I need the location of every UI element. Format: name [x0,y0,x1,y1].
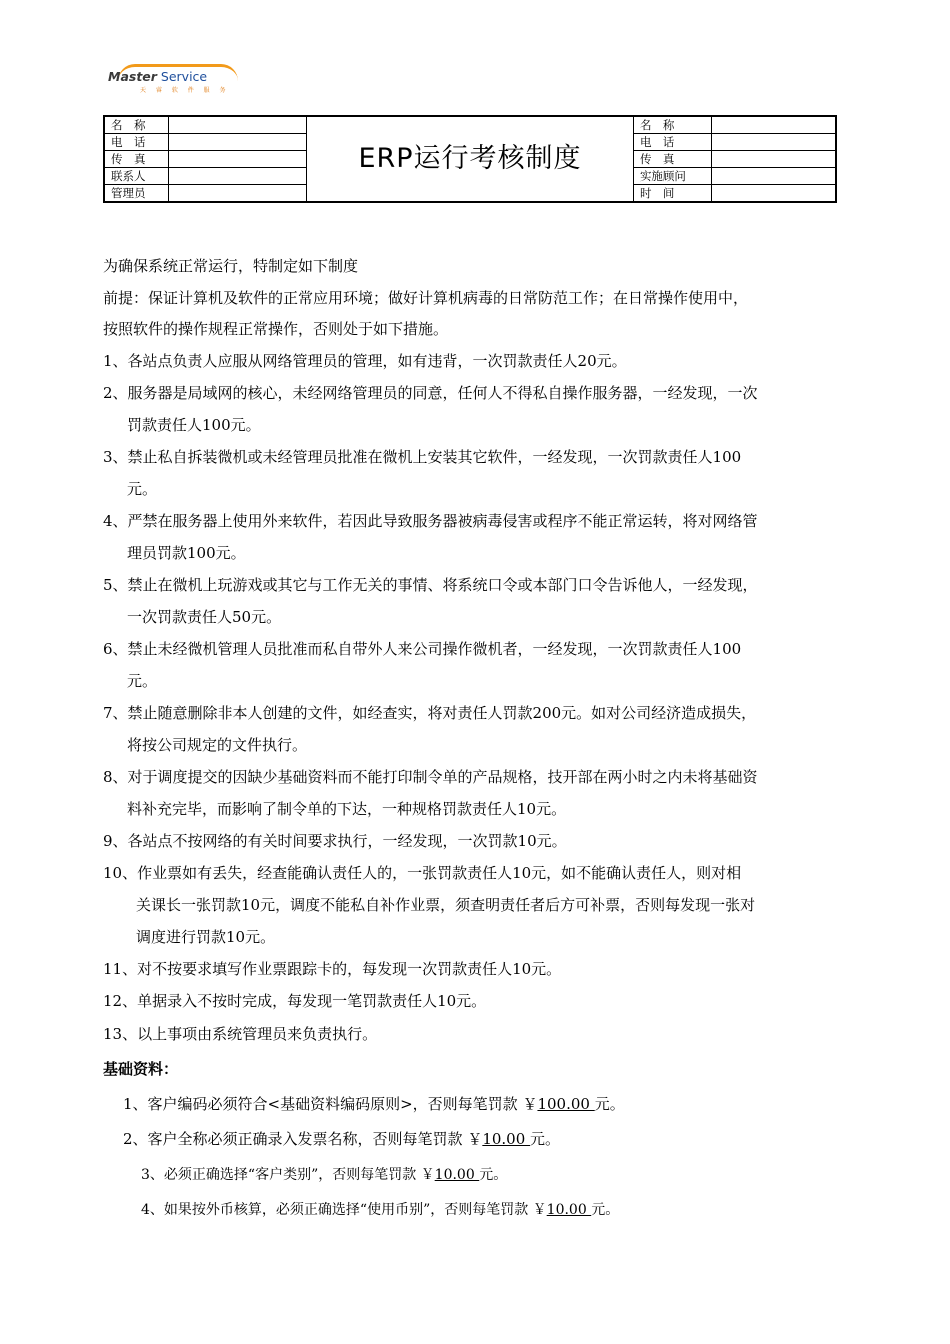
right-label-time: 时 间 [633,185,711,203]
rule-11: 11、对不按要求填写作业票跟踪卡的，每发现一次罚款责任人10元。 [103,960,562,978]
left-label-fax: 传 真 [104,151,168,168]
basic-item-4: 4、如果按外币核算，必须正确选择“使用币别”，否则每笔罚款 ￥10.00 元。 [141,1202,620,1218]
left-value-contact [168,168,306,185]
rule-6: 6、禁止未经微机管理人员批准而私自带外人来公司操作微机者，一经发现，一次罚款责任人100 [103,640,742,658]
right-value-fax [712,151,836,168]
fine-amount: 100.00 [537,1095,595,1113]
rule-2-cont: 罚款责任人100元。 [127,416,261,434]
left-label-phone: 电 话 [104,134,168,151]
left-value-admin [168,185,306,203]
rule-13: 13、以上事项由系统管理员来负责执行。 [103,1025,378,1043]
document-title: ERP运行考核制度 [307,116,634,202]
rule-7: 7、禁止随意删除非本人创建的文件，如经查实，将对责任人罚款200元。如对公司经济造成损失， [103,704,757,722]
right-label-fax: 传 真 [633,151,711,168]
rule-4: 4、严禁在服务器上使用外来软件，若因此导致服务器被病毒侵害或程序不能正常运转，将对网络管 [103,512,758,530]
premise-line: 前提：保证计算机及软件的正常应用环境；做好计算机病毒的日常防范工作；在日常操作使用中， [103,289,749,307]
right-label-name: 名 称 [633,116,711,134]
master-service-logo [108,62,248,96]
right-value-time [712,185,836,203]
basic-item-3: 3、必须正确选择“客户类别”，否则每笔罚款 ￥10.00 元。 [141,1167,508,1183]
right-label-phone: 电 话 [633,134,711,151]
rule-8: 8、对于调度提交的因缺少基础资料而不能打印制令单的产品规格，技开部在两小时之内未将基础资 [103,768,758,786]
rule-2: 2、服务器是局域网的核心，未经网络管理员的同意，任何人不得私自操作服务器，一经发现，一次 [103,384,758,402]
fine-amount: 10.00 [434,1167,480,1183]
fine-amount: 10.00 [482,1130,531,1148]
left-value-phone [168,134,306,151]
basic-item-2: 2、客户全称必须正确录入发票名称，否则每笔罚款 ￥10.00 元。 [123,1130,561,1148]
left-label-name: 名 称 [104,116,168,134]
right-value-name [712,116,836,134]
right-value-consultant [712,168,836,185]
fine-amount: 10.00 [546,1202,592,1218]
header-table [103,115,837,203]
left-label-admin: 管理员 [104,185,168,203]
rule-7-cont: 将按公司规定的文件执行。 [127,736,308,754]
logo-subtitle: 天 睿 软 件 服 务 [140,87,230,94]
rule-3-cont: 元。 [127,480,158,498]
right-label-consultant: 实施顾问 [633,168,711,185]
basic-item-1: 1、客户编码必须符合<基础资料编码原则>，否则每笔罚款 ￥100.00 元。 [123,1095,625,1113]
left-label-contact: 联系人 [104,168,168,185]
left-value-fax [168,151,306,168]
rule-10-cont: 关课长一张罚款10元，调度不能私自补作业票，须查明责任者后方可补票，否则每发现一张对 [136,896,756,914]
basic-section-title: 基础资料： [103,1060,179,1078]
rule-1: 1、各站点负责人应服从网络管理员的管理，如有违背，一次罚款责任人20元。 [103,352,627,370]
rule-8-cont: 料补充完毕，而影响了制令单的下达，一种规格罚款责任人10元。 [127,800,567,818]
rule-3: 3、禁止私自拆装微机或未经管理员批准在微机上安装其它软件，一经发现，一次罚款责任人100 [103,448,742,466]
rule-4-cont: 理员罚款100元。 [127,544,246,562]
rule-9: 9、各站点不按网络的有关时间要求执行，一经发现，一次罚款10元。 [103,832,567,850]
intro-line: 为确保系统正常运行，特制定如下制度 [103,257,359,275]
rule-6-cont: 元。 [127,672,158,690]
premise-line: 按照软件的操作规程正常操作，否则处于如下措施。 [103,320,449,338]
rule-5: 5、禁止在微机上玩游戏或其它与工作无关的事情、将系统口令或本部门口令告诉他人，一经发现， [103,576,758,594]
left-value-name [168,116,306,134]
right-value-phone [712,134,836,151]
rule-10: 10、作业票如有丢失，经查能确认责任人的，一张罚款责任人10元，如不能确认责任人，则对相 [103,864,742,882]
logo-wordmark: Master Service [108,69,208,84]
rule-12: 12、单据录入不按时完成，每发现一笔罚款责任人10元。 [103,992,487,1010]
rule-10-cont: 调度进行罚款10元。 [136,928,276,946]
rule-5-cont: 一次罚款责任人50元。 [127,608,282,626]
